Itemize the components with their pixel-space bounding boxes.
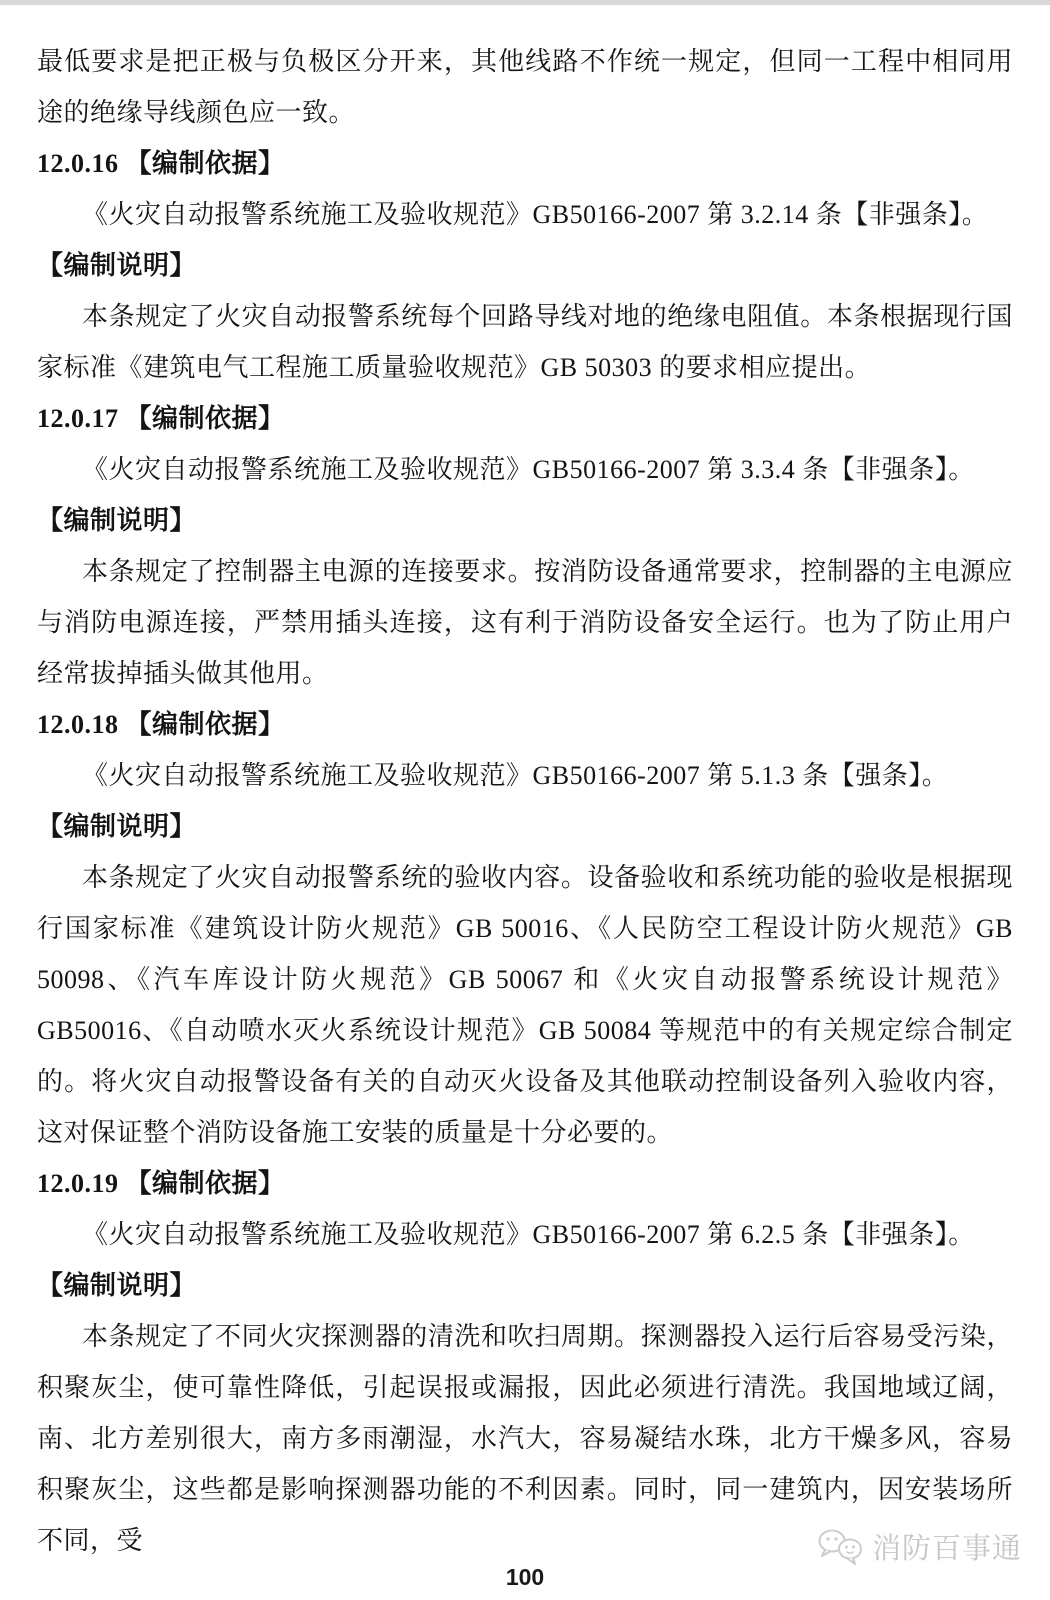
paragraph-continuation: 最低要求是把正极与负极区分开来，其他线路不作统一规定，但同一工程中相同用途的绝缘导线颜色应一致。 <box>37 47 1013 127</box>
reference-line: 《火灾自动报警系统施工及验收规范》GB50166-2007 第 3.2.14 条【非强条】。 <box>82 200 989 229</box>
reference-line: 《火灾自动报警系统施工及验收规范》GB50166-2007 第 6.2.5 条【非强条】。 <box>82 1220 975 1249</box>
body-paragraph: 本条规定了火灾自动报警系统的验收内容。设备验收和系统功能的验收是根据现行国家标准《建筑设计防火规范》GB 50016、《人民防空工程设计防火规范》GB 50098、《汽车库设计防火规范》GB 50067 和《火灾自动报警系统设计规范》GB50016、《自动喷水灭火系统设计规范》GB 50084 等规范中的有关规定综合制定的。将火灾自动报警设备有关的自动灭火设备及其他联动控制设备列入验收内容，这对保证整个消防设备施工安装的质量是十分必要的。 <box>37 863 1013 1147</box>
body-paragraph: 本条规定了火灾自动报警系统每个回路导线对地的绝缘电阻值。本条根据现行国家标准《建筑电气工程施工质量验收规范》GB 50303 的要求相应提出。 <box>37 302 1013 382</box>
section-heading-12016: 12.0.16 【编制依据】 <box>37 149 285 178</box>
label-explanation: 【编制说明】 <box>37 812 197 841</box>
page-number: 100 <box>505 1564 545 1590</box>
body-paragraph: 本条规定了控制器主电源的连接要求。按消防设备通常要求，控制器的主电源应与消防电源连接，严禁用插头连接，这有利于消防设备安全运行。也为了防止用户经常拔掉插头做其他用。 <box>37 557 1013 688</box>
section-heading-12017: 12.0.17 【编制依据】 <box>37 404 285 433</box>
body-paragraph: 本条规定了不同火灾探测器的清洗和吹扫周期。探测器投入运行后容易受污染，积聚灰尘，使可靠性降低，引起误报或漏报，因此必须进行清洗。我国地域辽阔，南、北方差别很大，南方多雨潮湿，水汽大，容易凝结水珠，北方干燥多风，容易积聚灰尘，这些都是影响探测器功能的不利因素。同时，同一建筑内，因安装场所不同，受 <box>37 1322 1013 1555</box>
document-page <box>37 36 1013 1566</box>
reference-line: 《火灾自动报警系统施工及验收规范》GB50166-2007 第 3.3.4 条【非强条】。 <box>82 455 975 484</box>
reference-line: 《火灾自动报警系统施工及验收规范》GB50166-2007 第 5.1.3 条【强条】。 <box>82 761 949 790</box>
page-top-edge <box>0 0 1050 5</box>
watermark-text: 消防百事通 <box>871 1533 1022 1565</box>
label-explanation: 【编制说明】 <box>37 1271 197 1300</box>
label-explanation: 【编制说明】 <box>37 251 197 280</box>
section-heading-12018: 12.0.18 【编制依据】 <box>37 710 285 739</box>
chat-bubbles-icon <box>817 1528 867 1566</box>
label-explanation: 【编制说明】 <box>37 506 197 535</box>
section-heading-12019: 12.0.19 【编制依据】 <box>37 1169 285 1198</box>
watermark <box>817 1526 1022 1567</box>
